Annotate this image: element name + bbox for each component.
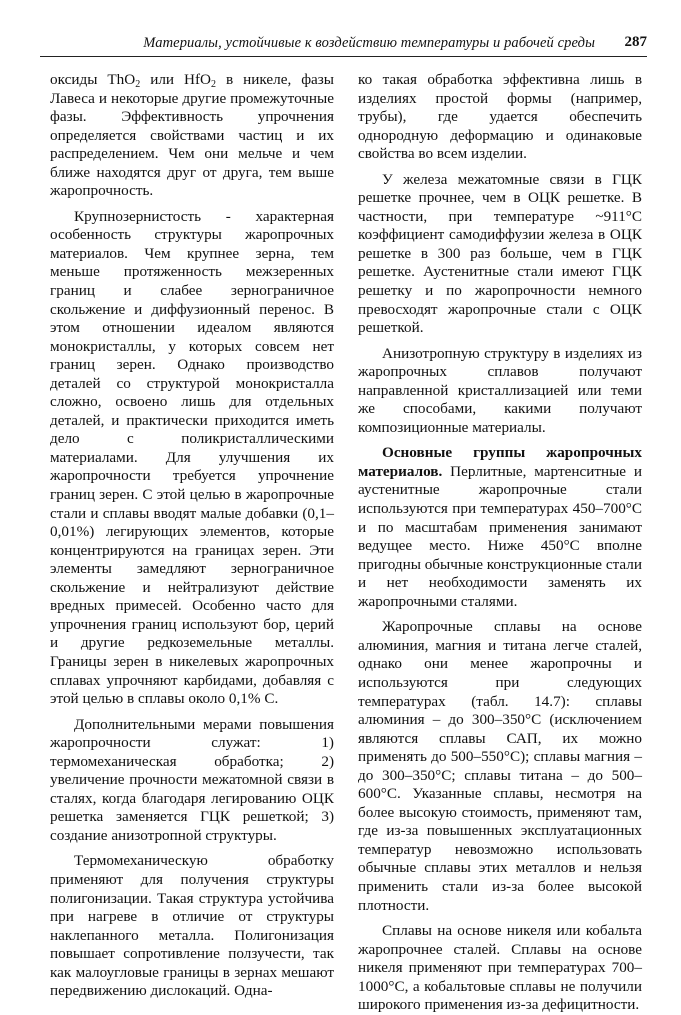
paragraph: Жаропрочные сплавы на основе алюминия, магния и титана легче сталей, однако они менее жаропрочны и используются при следующих температурах (табл. 14.7): сплавы алюминия – до 300–350°C (исключением являются сплавы САП, их можно применять до 500–550°C); сплавы магния – до 300–350°C; сплавы титана – до 500–600°C. Указанные сплавы, несмотря на более высокую стоимость, применяют там, где из-за повышенных эксплуатационных температур невозможно использовать обычные сплавы этих металлов и нельзя применить стали из-за более высокой плотности. [358, 618, 642, 914]
header-title: Материалы, устойчивые к воздействию температуры и рабочей среды [143, 35, 595, 51]
section-heading: Основные группы жаропрочных материалов. [358, 444, 642, 480]
paragraph: Крупнозернистость - характерная особенность структуры жаропрочных материалов. Чем крупнее зерна, тем меньше протяженность межзеренных границ и слабее зернограничное скольжение и диффузионный перенос. В этом отношении идеалом являются монокристаллы, у которых совсем нет границ зерен. Однако производство деталей со структурой монокристалла сложно, освоено лишь для отдельных деталей, и практически приходится иметь дело с поликристаллическими материалами. Для улучшения их жаропрочности требуется упрочнение границ зерен. С этой целью в жаропрочные стали и сплавы вводят малые добавки (0,1–0,01%) легирующих элементов, которые концентрируются на границах зерен. Эти элементы замедляют зернограничное скольжение и нейтрализуют действие вредных примесей. Особенно часто для упрочнения границ используют бор, церий и другие редкоземельные металлы. Границы зерен в никелевых жаропрочных сплавах упрочняют карбидами, добавляя с этой целью в сплавы около 0,1% С. [50, 207, 334, 708]
paragraph: Основные группы жаропрочных материалов. Перлитные, мартенситные и аустенитные жаропрочные стали используются при температурах 450–700°C и по масштабам применения занимают ведущее место. Ниже 450°C вполне пригодны обычные конструкционные стали и нет необходимости заменять их жаропрочными сталями. [358, 444, 642, 610]
paragraph: ко такая обработка эффективна лишь в изделиях простой формы (например, трубы), где удается обеспечить однородную деформацию и одинаковые свойства во всем изделии. [358, 71, 642, 163]
running-header [40, 32, 647, 57]
paragraph: У железа межатомные связи в ГЦК решетке прочнее, чем в ОЦК решетке. В частности, при температуре ~911°C коэффициент самодиффузии железа в ОЦК решетке в 300 раз больше, чем в ГЦК решетке. Аустенитные стали имеют ГЦК решетку и по жаропрочности немного превосходят жаропрочные стали с ОЦК решеткой. [358, 170, 642, 337]
right-column [358, 71, 642, 1015]
paragraph: оксиды ThO$_2$ или HfO$_2$ в никеле, фазы Лавеса и некоторые другие промежуточные фазы. Эффективность упрочнения определяется свойствами частиц и их распределением. Чем они мельче и чем ближе находятся друг от друга, тем выше жаропрочность. [50, 71, 334, 200]
left-column [50, 71, 334, 1001]
paragraph: Термомеханическую обработку применяют для получения структуры полигонизации. Такая структура устойчива при нагреве в отличие от структуры наклепанного металла. Полигонизация повышает сопротивление ползучести, так как малоугловые границы в зернах мешают передвижению дислокаций. Одна- [50, 852, 334, 1000]
paragraph: Анизотропную структуру в изделиях из жаропрочных сплавов получают направленной кристаллизацией или теми же способами, какими получают композиционные материалы. [358, 344, 642, 436]
page-number: 287 [624, 34, 647, 50]
paragraph: Дополнительными мерами повышения жаропрочности служат: 1) термомеханическая обработка; 2) увеличение прочности межатомной связи в сталях, когда благодаря легированию ОЦК решетка заменяется ГЦК решеткой; 3) создание анизотропной структуры. [50, 715, 334, 844]
paragraph: Сплавы на основе никеля или кобальта жаропрочнее сталей. Сплавы на основе никеля применяют при температурах 700–1000°C, а кобальтовые сплавы не получили широкого применения из-за дефицитности. [358, 922, 642, 1014]
